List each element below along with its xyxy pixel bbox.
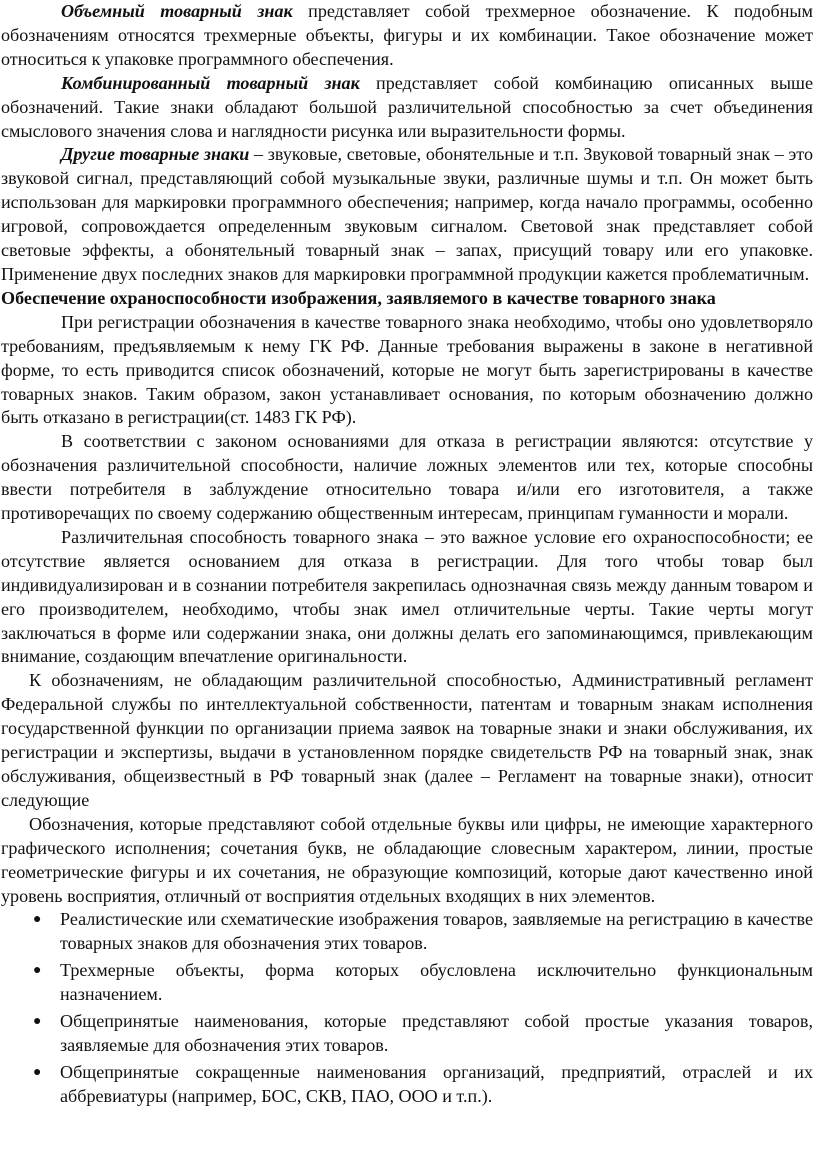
term-combined-mark: Комбинированный товарный знак xyxy=(61,72,360,93)
list-item xyxy=(33,959,813,1007)
bullet-icon: ● xyxy=(33,1014,42,1030)
paragraph-text: – звуковые, световые, обонятельные и т.п. Звуковой товарный знак – это звуковой сигнал, представляющий собой музыкальные звуки, различные шумы и т.п. Он может быть использован для маркировки программного обеспечения; например, когда начало программы, особенно игровой, сопровождается определенным звуковым сигналом. Световой знак представляет собой световые эффекты, а обонятельный товарный знак – запах, присущий товару или его упаковке. Применение двух последних знаков для маркировки программной продукции кажется проблематичным. xyxy=(1,144,813,284)
bullet-list xyxy=(1,908,813,1108)
section-heading: Обеспечение охраноспособности изображения, заявляемого в качестве товарного знака xyxy=(1,287,716,308)
list-item-text: Общепринятые сокращенные наименования организаций, предприятий, отраслей и их аббревиатуры (например, БОС, СКВ, ПАО, ООО и т.п.). xyxy=(60,1061,813,1106)
paragraph-volumetric-mark xyxy=(1,0,813,72)
paragraph-combined-mark xyxy=(1,72,813,144)
paragraph-registration-requirements: При регистрации обозначения в качестве товарного знака необходимо, чтобы оно удовлетворяло требованиям, предъявляемым к нему ГК РФ. Данные требования выражены в законе в негативной форме, то есть приводится список обозначений, которые не могут быть зарегистрированы в качестве товарных знаков. Таким образом, закон устанавливает основания, по которым обозначению должно быть отказано в регистрации(ст. 1483 ГК РФ). xyxy=(1,311,813,428)
list-item xyxy=(33,1010,813,1058)
paragraph-regulation: К обозначениям, не обладающим различительной способностью, Административный регламент Федеральной службы по интеллектуальной собственности, патентам и товарным знакам исполнения государственной функции по организации приема заявок на товарные знаки и знаки обслуживания, их регистрации и экспертизы, выдачи в установленном порядке свидетельств РФ на товарный знак, знак обслуживания, общеизвестный в РФ товарный знак (далее – Регламент на товарные знаки), относит следующие xyxy=(1,670,813,810)
list-item xyxy=(33,1061,813,1109)
bullet-icon: ● xyxy=(33,912,42,928)
paragraph-refusal-grounds: В соответствии с законом основаниями для отказа в регистрации являются: отсутствие у обозначения различительной способности, наличие ложных элементов или тех, которые способны ввести потребителя в заблуждение относительно товара и/или его изготовителя, а также противоречащих по своему содержанию общественным интересам, принципам гуманности и морали. xyxy=(1,431,813,524)
term-volumetric-mark: Объемный товарный знак xyxy=(61,1,293,21)
list-item xyxy=(33,908,813,956)
paragraph-text: представляет собой трехмерное обозначение. К подобным обозначениям относятся трехмерные объекты, фигуры и их комбинации. Такое обозначение может относиться к упаковке программного обеспечения. xyxy=(1,1,813,69)
paragraph-distinctiveness: Различительная способность товарного знака – это важное условие его охраноспособности; ее отсутствие является основанием для отказа в регистрации. Для того чтобы товар был индивидуализирован и в сознании потребителя закрепилась однозначная связь между данным товаром и его производителем, необходимо, чтобы знак имел отличительные черты. Такие черты могут заключаться в форме или содержании знака, они должны делать его запоминающимся, привлекающим внимание, создающим впечатление оригинальности. xyxy=(1,526,813,667)
term-other-marks: Другие товарные знаки xyxy=(61,144,250,165)
list-item-text: Реалистические или схематические изображения товаров, заявляемые на регистрацию в качестве товарных знаков для обозначения этих товаров. xyxy=(60,909,813,954)
list-item-text: Трехмерные объекты, форма которых обусловлена исключительно функциональным назначением. xyxy=(60,960,813,1005)
list-item-text: Общепринятые наименования, которые представляют собой простые указания товаров, заявляемые для обозначения этих товаров. xyxy=(60,1011,813,1055)
bullet-icon: ● xyxy=(33,963,42,979)
paragraph-designations: Обозначения, которые представляют собой отдельные буквы или цифры, не имеющие характерного графического исполнения; сочетания букв, не обладающие словесным характером, линии, простые геометрические фигуры и их сочетания, не образующие композиций, которые дают качественно иной уровень восприятия, отличный от восприятия отдельных входящих в них элементов. xyxy=(1,813,813,906)
paragraph-text: представляет собой комбинацию описанных выше обозначений. Такие знаки обладают большой различительной способностью за счет объединения смыслового значения слова и наглядности рисунка или выразительности формы. xyxy=(1,72,814,141)
bullet-icon: ● xyxy=(33,1064,42,1080)
paragraph-other-marks xyxy=(1,143,813,286)
